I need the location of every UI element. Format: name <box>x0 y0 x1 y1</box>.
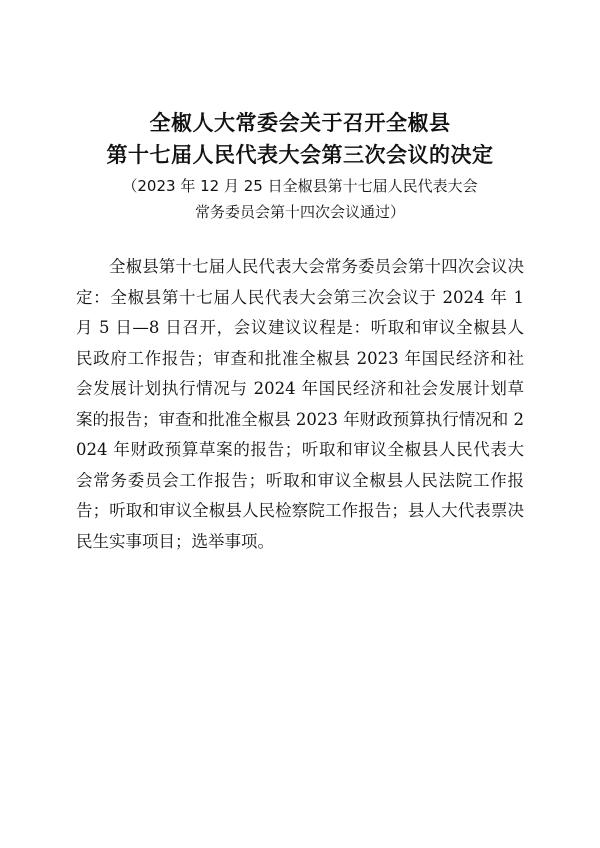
document-subtitle-line-1: （2023 年 12 月 25 日全椒县第十七届人民代表大会 <box>122 177 478 195</box>
document-subtitle-line-2: 常务委员会第十四次会议通过） <box>194 203 405 221</box>
document-title-line-2: 第十七届人民代表大会第三次会议的决定 <box>106 142 494 167</box>
document-title-line-1: 全椒人大常委会关于召开全椒县 <box>149 110 451 135</box>
document-body-paragraph: 全椒县第十七届人民代表大会常务委员会第十四次会议决定：全椒县第十七届人民代表大会第三次会议于 2024 年 1 月 5 日—8 日召开，会议建议议程是：听取和审议全椒县人民政府工作报告；审查和批准全椒县 2023 年国民经济和社会发展计划执行情况与 2024 年国民经济和社会发展计划草案的报告；审查和批准全椒县 2023 年财政预算执行情况和 2024 年财政预算草案的报告；听取和审议全椒县人民代表大会常务委员会工作报告；听取和审议全椒县人民法院工作报告；听取和审议全椒县人民检察院工作报告；县人大代表票决民生实事项目；选举事项。 <box>76 257 524 551</box>
